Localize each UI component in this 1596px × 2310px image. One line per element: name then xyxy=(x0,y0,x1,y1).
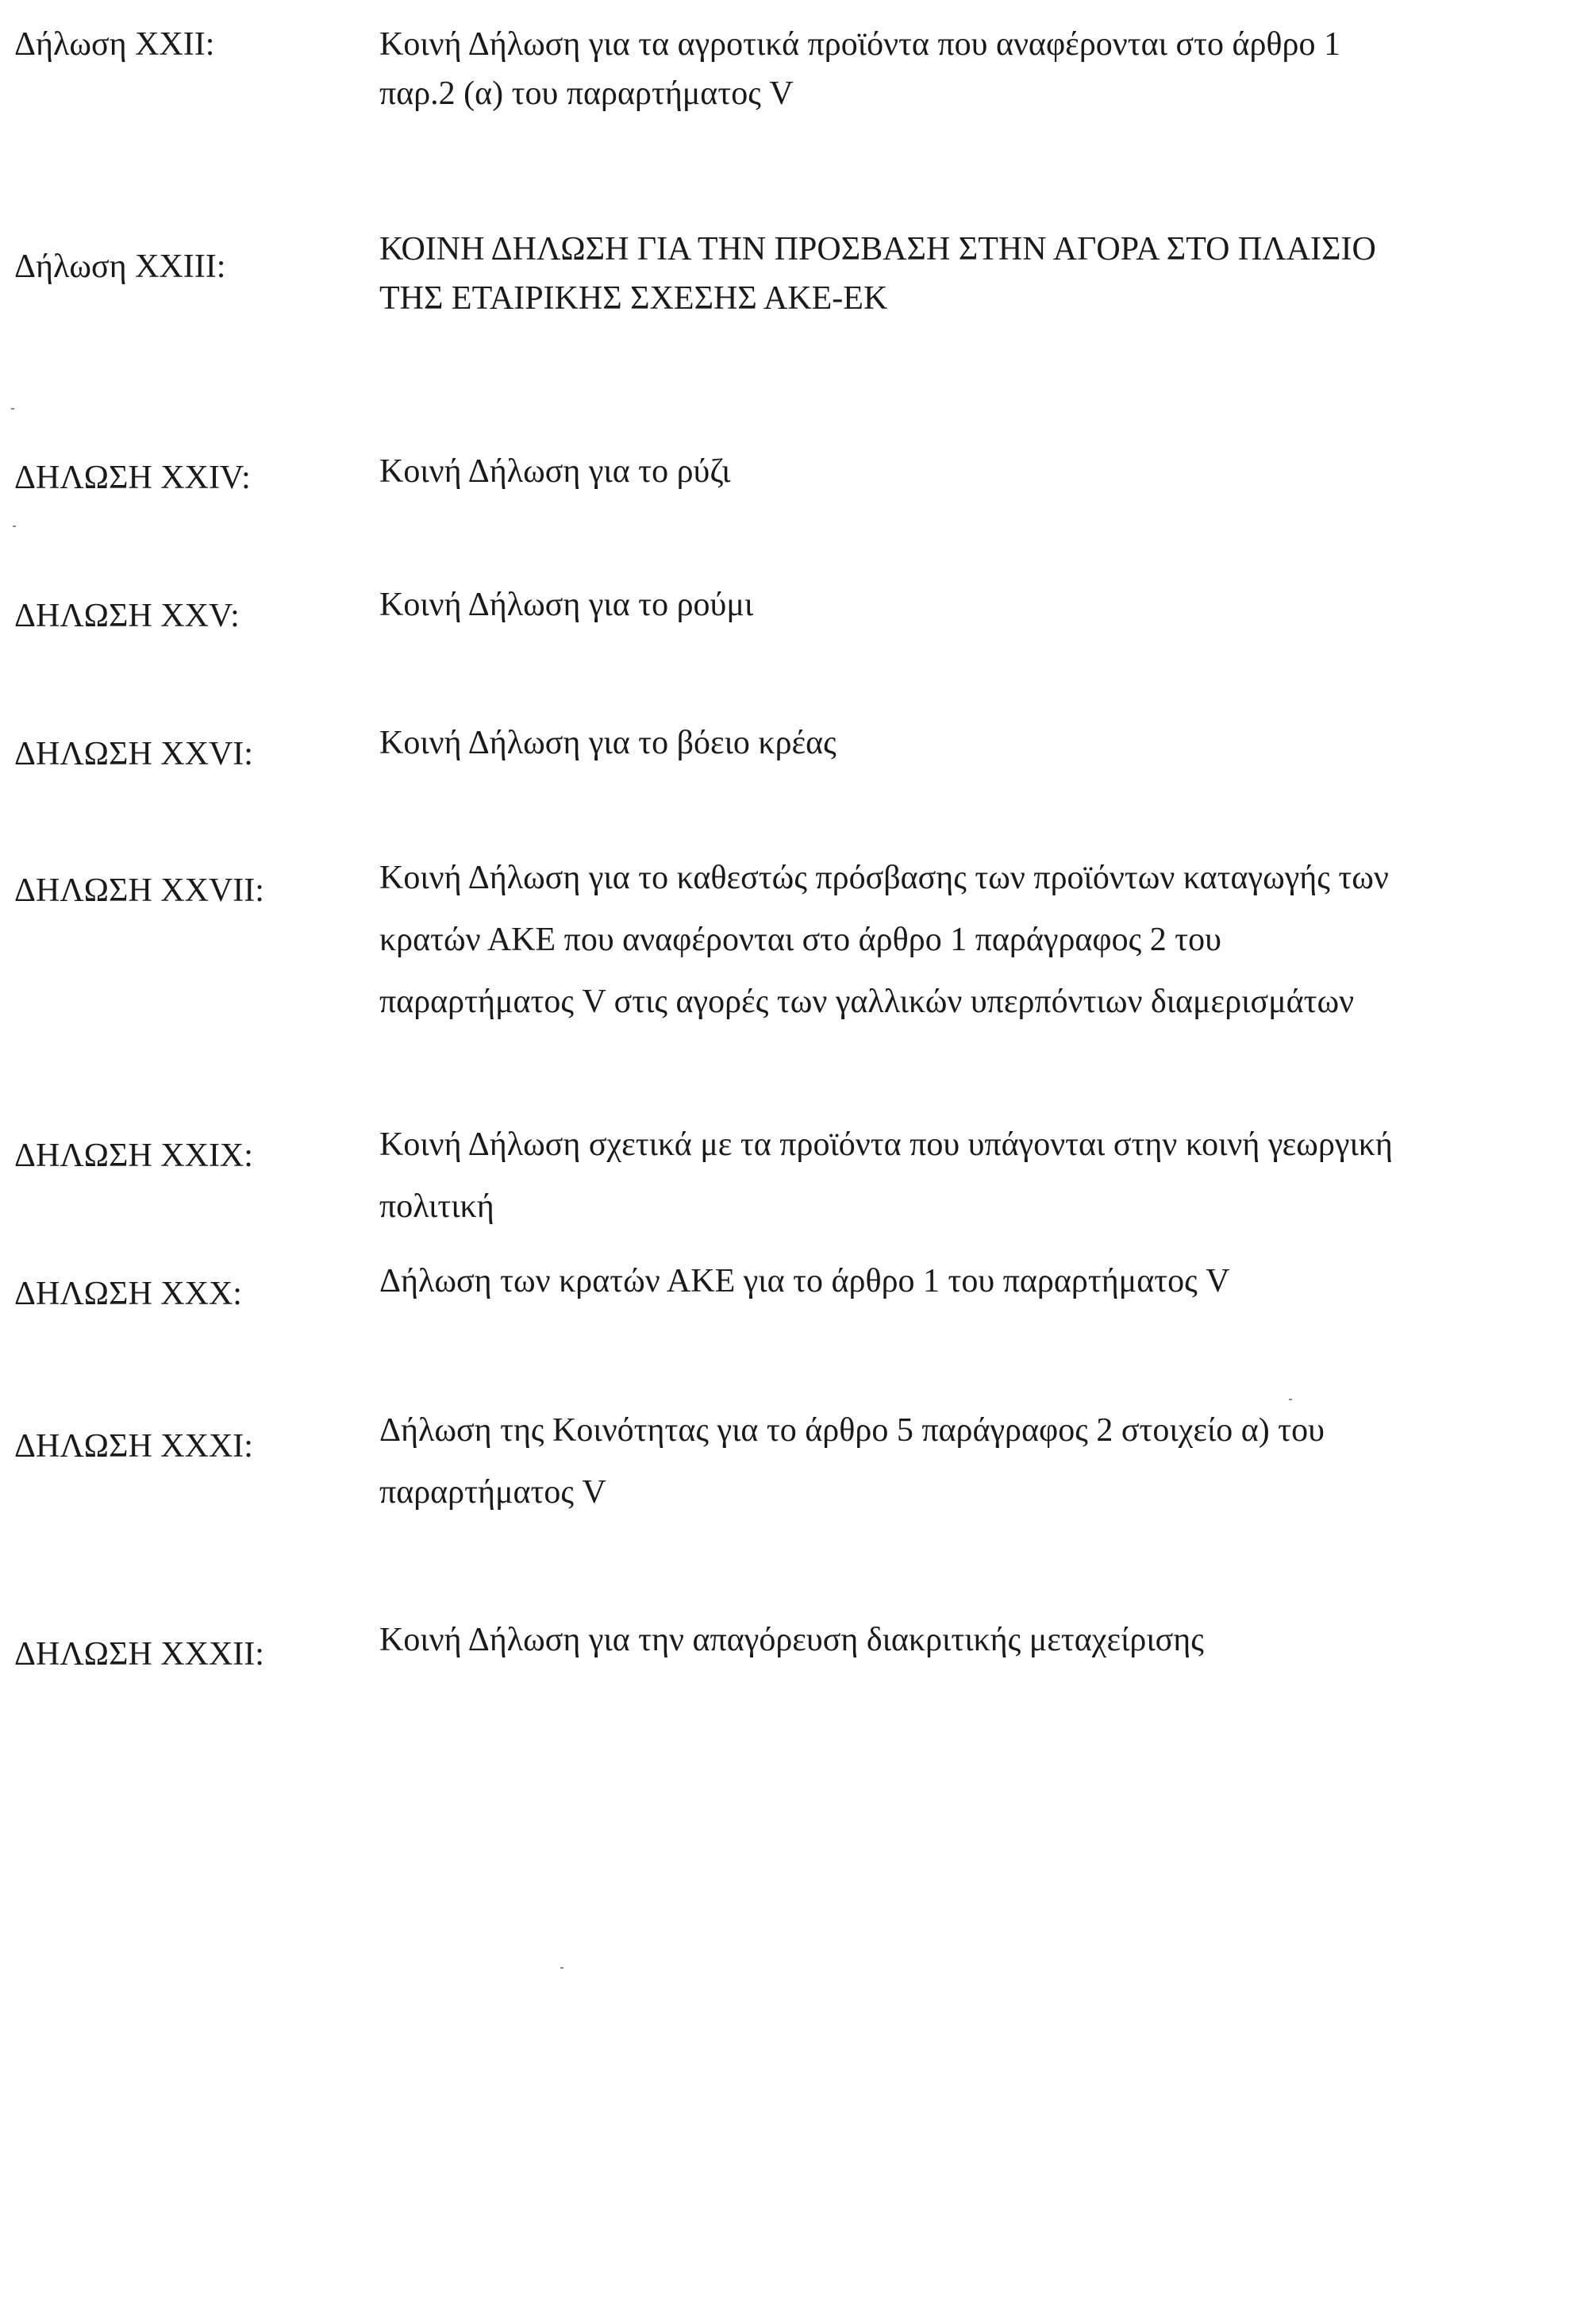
declaration-line: παραρτήματος V xyxy=(379,1474,606,1511)
declaration-line: πολιτική xyxy=(379,1188,494,1225)
declaration-line: Κοινή Δήλωση για το βόειο κρέας xyxy=(379,725,836,761)
declaration-label: ΔΗΛΩΣΗ XXVII: xyxy=(14,872,264,909)
scan-speck xyxy=(1289,1399,1292,1400)
declaration-label: ΔΗΛΩΣΗ XXX: xyxy=(14,1276,242,1312)
declaration-text xyxy=(379,1124,1586,1248)
scan-speck xyxy=(11,408,14,410)
declaration-text xyxy=(379,857,1586,1043)
declaration-line: Κοινή Δήλωση για τα αγροτικά προϊόντα που αναφέρονται στο άρθρο 1 xyxy=(379,26,1341,63)
declaration-text xyxy=(379,1619,1586,1665)
declaration-text xyxy=(379,1410,1586,1534)
declaration-line: Δήλωση της Κοινότητας για το άρθρο 5 παράγραφος 2 στοιχείο α) του xyxy=(379,1412,1325,1449)
declaration-text xyxy=(379,584,1586,630)
declaration-line: Κοινή Δήλωση σχετικά με τα προϊόντα που υπάγονται στην κοινή γεωργική xyxy=(379,1126,1393,1163)
declaration-text xyxy=(379,1261,1586,1307)
declaration-label: ΔΗΛΩΣΗ XXXI: xyxy=(14,1428,253,1465)
declaration-label: Δήλωση XXII: xyxy=(14,26,215,63)
declaration-text xyxy=(379,722,1586,768)
declaration-text xyxy=(379,24,1586,122)
declaration-label: ΔΗΛΩΣΗ XXVI: xyxy=(14,736,253,772)
declaration-label: ΔΗΛΩΣΗ XXXII: xyxy=(14,1636,264,1673)
declaration-line: Κοινή Δήλωση για την απαγόρευση διακριτικής μεταχείρισης xyxy=(379,1622,1204,1658)
declaration-label: Δήλωση XXIII: xyxy=(14,248,226,285)
scan-speck xyxy=(13,526,16,527)
declaration-line: Κοινή Δήλωση για το καθεστώς πρόσβασης των προϊόντων καταγωγής των xyxy=(379,860,1389,896)
declaration-line: Κοινή Δήλωση για το ρούμι xyxy=(379,587,754,623)
declaration-line: ΚΟΙΝΗ ΔΗΛΩΣΗ ΓΙΑ ΤΗΝ ΠΡΟΣΒΑΣΗ ΣΤΗΝ ΑΓΟΡΑ ΣΤΟ ΠΛΑΙΣΙΟ xyxy=(379,231,1376,268)
declaration-text xyxy=(379,229,1586,327)
scan-speck xyxy=(560,1967,563,1969)
declaration-line: κρατών ΑΚΕ που αναφέρονται στο άρθρο 1 παράγραφος 2 του xyxy=(379,922,1221,958)
declaration-line: Κοινή Δήλωση για το ρύζι xyxy=(379,453,731,490)
declaration-line: παρ.2 (α) του παραρτήματος V xyxy=(379,75,794,112)
declaration-text xyxy=(379,451,1586,497)
declaration-label: ΔΗΛΩΣΗ XXV: xyxy=(14,598,240,634)
declaration-line: ΤΗΣ ΕΤΑΙΡΙΚΗΣ ΣΧΕΣΗΣ ΑΚΕ-ΕΚ xyxy=(379,280,888,317)
declaration-line: παραρτήματος V στις αγορές των γαλλικών υπερπόντιων διαμερισμάτων xyxy=(379,984,1355,1020)
declaration-label: ΔΗΛΩΣΗ XXIV: xyxy=(14,460,251,496)
declaration-label: ΔΗΛΩΣΗ XXIX: xyxy=(14,1138,253,1174)
declaration-line: Δήλωση των κρατών ΑΚΕ για το άρθρο 1 του παραρτήματος V xyxy=(379,1263,1230,1299)
